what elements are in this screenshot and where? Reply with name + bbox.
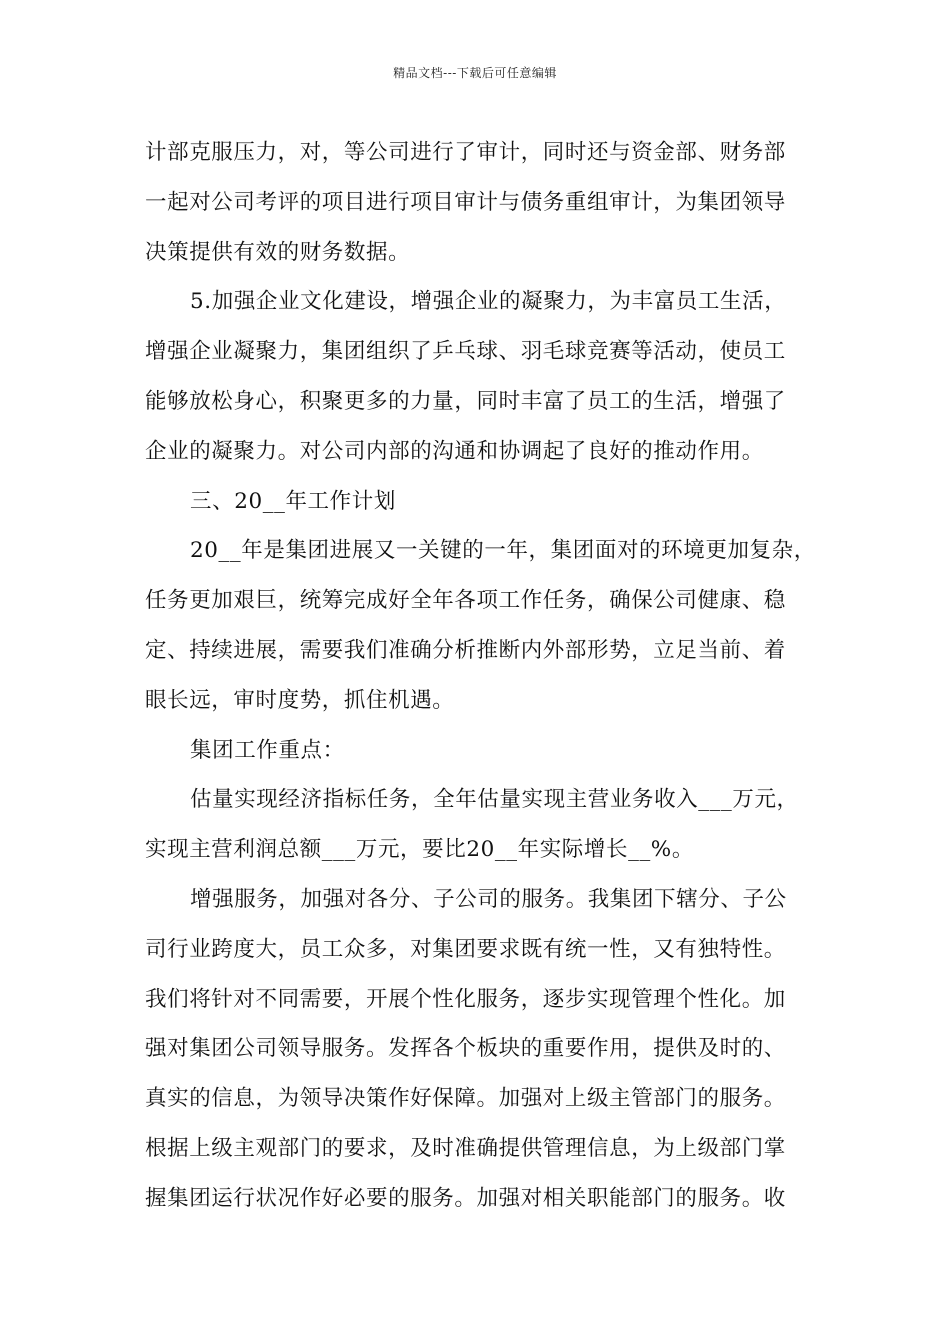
text-line: 增强服务，加强对各分、子公司的服务。我集团下辖分、子公 — [190, 886, 787, 912]
document-body — [145, 128, 816, 1224]
text-line: 企业的凝聚力。对公司内部的沟通和协调起了良好的推动作用。 — [145, 438, 764, 464]
text-line: 握集团运行状况作好必要的服务。加强对相关职能部门的服务。收 — [145, 1185, 786, 1211]
text-line: 三、20__年工作计划 — [190, 488, 396, 514]
text-line: 眼长远，审时度势，抓住机遇。 — [145, 687, 455, 713]
text-line: 集团工作重点： — [190, 737, 345, 763]
text-line: 定、持续进展，需要我们准确分析推断内外部形势，立足当前、着 — [145, 637, 786, 663]
text-line: 计部克服压力，对，等公司进行了审计，同时还与资金部、财务部 — [145, 140, 786, 165]
page-header: 精品文档---下载后可任意编辑 — [393, 66, 557, 80]
text-line: 强对集团公司领导服务。发挥各个板块的重要作用，提供及时的、 — [145, 1036, 786, 1062]
text-line: 能够放松身心，积聚更多的力量，同时丰富了员工的生活，增强了 — [145, 388, 786, 414]
text-line: 任务更加艰巨，统筹完成好全年各项工作任务，确保公司健康、稳 — [145, 588, 786, 614]
text-line: 真实的信息，为领导决策作好保障。加强对上级主管部门的服务。 — [145, 1086, 786, 1112]
text-line: 20__年是集团进展又一关键的一年，集团面对的环境更加复杂， — [190, 538, 816, 564]
text-line: 根据上级主观部门的要求，及时准确提供管理信息，为上级部门掌 — [145, 1135, 786, 1161]
text-line: 我们将针对不同需要，开展个性化服务，逐步实现管理个性化。加 — [145, 986, 786, 1012]
text-line: 5.加强企业文化建设，增强企业的凝聚力，为丰富员工生活， — [190, 289, 787, 315]
text-line: 一起对公司考评的项目进行项目审计与债务重组审计，为集团领导 — [145, 189, 786, 215]
text-line: 实现主营利润总额___万元，要比20__年实际增长__%。 — [145, 837, 694, 863]
text-line: 司行业跨度大，员工众多，对集团要求既有统一性，又有独特性。 — [145, 936, 786, 962]
text-line: 决策提供有效的财务数据。 — [145, 239, 411, 265]
text-line: 增强企业凝聚力，集团组织了乒乓球、羽毛球竞赛等活动，使员工 — [145, 339, 786, 365]
text-line: 估量实现经济指标任务，全年估量实现主营业务收入___万元， — [190, 787, 799, 813]
